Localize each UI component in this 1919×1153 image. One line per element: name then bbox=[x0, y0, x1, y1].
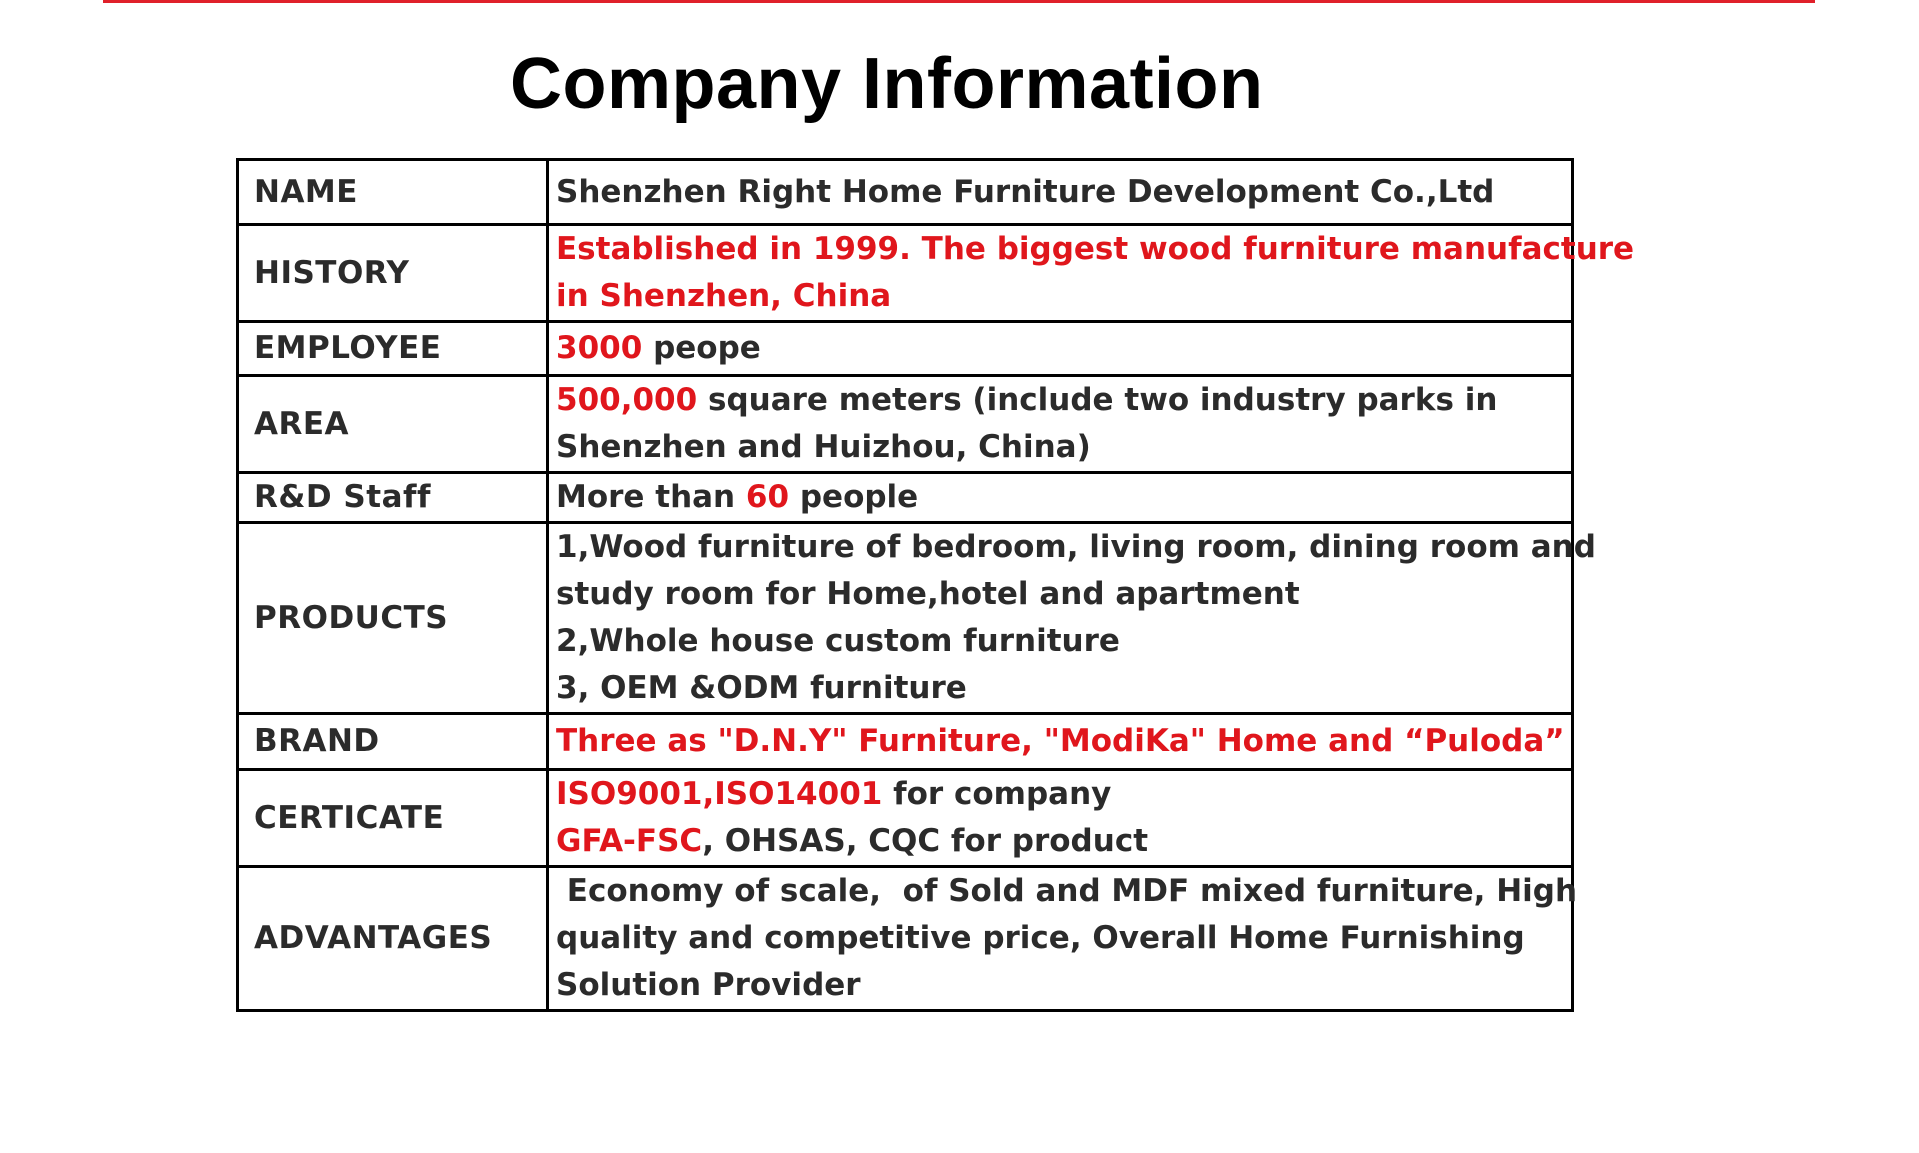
row-label: HISTORY bbox=[238, 225, 548, 322]
company-info-table-body bbox=[238, 160, 1635, 1011]
value-text: 2,Whole house custom furniture bbox=[556, 623, 1120, 659]
value-text: 1,Wood furniture of bedroom, living room, dining room and bbox=[556, 529, 1596, 565]
value-line bbox=[556, 325, 1565, 372]
value-text: square meters (include two industry parks in bbox=[697, 382, 1498, 418]
company-info-table bbox=[236, 158, 1635, 1012]
value-text: More than bbox=[556, 479, 746, 515]
value-text: study room for Home,hotel and apartment bbox=[556, 576, 1300, 612]
value-text: peope bbox=[642, 330, 761, 366]
value-text: for company bbox=[882, 776, 1112, 812]
value-line bbox=[556, 915, 1565, 962]
highlight-text: GFA-FSC bbox=[556, 823, 703, 859]
table-row bbox=[238, 160, 1573, 225]
row-value bbox=[548, 376, 1573, 473]
row-label: ADVANTAGES bbox=[238, 867, 548, 1011]
row-value bbox=[548, 770, 1573, 867]
value-line bbox=[556, 771, 1565, 818]
value-line bbox=[556, 868, 1578, 915]
value-text: Shenzhen and Huizhou, China) bbox=[556, 429, 1091, 465]
row-label: BRAND bbox=[238, 714, 548, 770]
highlight-text: 3000 bbox=[556, 330, 643, 366]
row-value bbox=[548, 473, 1573, 523]
row-label: R&D Staff bbox=[238, 473, 548, 523]
page-title: Company Information bbox=[510, 44, 1264, 124]
table-row bbox=[238, 376, 1573, 473]
value-text: people bbox=[789, 479, 919, 515]
value-text: Solution Provider bbox=[556, 967, 861, 1003]
row-value bbox=[548, 160, 1573, 225]
table-row bbox=[238, 867, 1573, 1011]
table-row bbox=[238, 225, 1573, 322]
value-line bbox=[556, 618, 1565, 665]
top-divider-rule bbox=[103, 0, 1815, 3]
value-line bbox=[556, 524, 1596, 571]
highlight-text: Three as "D.N.Y" Furniture, "ModiKa" Home and “Puloda” bbox=[556, 723, 1565, 759]
value-line bbox=[556, 377, 1565, 424]
value-line bbox=[556, 665, 1565, 712]
table-row bbox=[238, 770, 1573, 867]
highlight-text: ISO9001,ISO14001 bbox=[556, 776, 883, 812]
value-text: quality and competitive price, Overall Home Furnishing bbox=[556, 920, 1525, 956]
highlight-text: 60 bbox=[745, 479, 790, 515]
value-line bbox=[556, 962, 1565, 1009]
value-line bbox=[556, 718, 1565, 765]
row-value bbox=[548, 322, 1573, 376]
table-row bbox=[238, 473, 1573, 523]
row-label: CERTICATE bbox=[238, 770, 548, 867]
row-label: PRODUCTS bbox=[238, 523, 548, 714]
row-label: AREA bbox=[238, 376, 548, 473]
value-text: Economy of scale, of Sold and MDF mixed furniture, High bbox=[556, 873, 1578, 909]
value-line bbox=[556, 474, 1565, 521]
value-line bbox=[556, 424, 1565, 471]
table-row bbox=[238, 523, 1573, 714]
row-value bbox=[548, 225, 1635, 322]
row-label: EMPLOYEE bbox=[238, 322, 548, 376]
value-text: 3, OEM &ODM furniture bbox=[556, 670, 967, 706]
value-line bbox=[556, 273, 1565, 320]
row-label: NAME bbox=[238, 160, 548, 225]
value-line bbox=[556, 571, 1565, 618]
row-value bbox=[548, 714, 1573, 770]
highlight-text: 500,000 bbox=[556, 382, 698, 418]
table-row bbox=[238, 322, 1573, 376]
value-line bbox=[556, 169, 1565, 216]
row-value bbox=[548, 867, 1578, 1011]
row-value bbox=[548, 523, 1596, 714]
highlight-text: in Shenzhen, China bbox=[556, 278, 892, 314]
highlight-text: Established in 1999. The biggest wood furniture manufacture bbox=[556, 231, 1635, 267]
value-text: Shenzhen Right Home Furniture Development Co.,Ltd bbox=[556, 173, 1495, 210]
value-line bbox=[556, 226, 1635, 273]
value-text: , OHSAS, CQC for product bbox=[702, 823, 1149, 859]
value-line bbox=[556, 818, 1565, 865]
table-row bbox=[238, 714, 1573, 770]
